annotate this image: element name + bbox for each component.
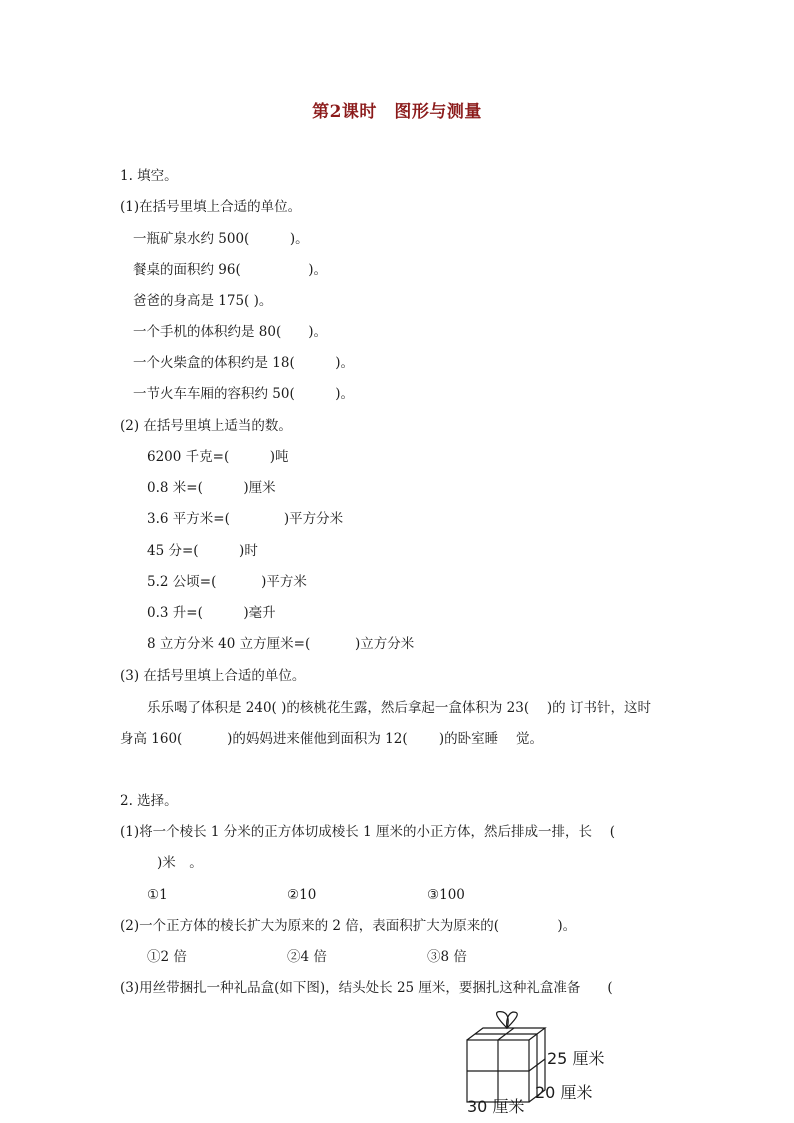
q1-part1-item: 一个火柴盒的体积约是 18( )。 (133, 355, 355, 371)
q1-part2-item: 0.8 米=( )厘米 (147, 480, 276, 496)
gift-box-figure (455, 1008, 625, 1120)
q2-part1-text: (1)将一个棱长 1 分米的正方体切成棱长 1 厘米的小正方体，然后排成一排，长 ( (120, 824, 616, 840)
q2-part1-option: ③100 (427, 887, 465, 903)
q2-part2-option: ③8 倍 (427, 949, 467, 965)
q2-part2-option: ①2 倍 (147, 949, 187, 965)
q1-part3-line: 乐乐喝了体积是 240( )的核桃花生露，然后拿起一盒体积为 23( )的 订书针，这时 (147, 700, 651, 716)
q2-part1-option: ①1 (147, 887, 168, 903)
q1-part2-item: 5.2 公顷=( )平方米 (147, 574, 307, 590)
q1-heading: 1. 填空。 (120, 168, 178, 184)
q1-part1-item: 一个手机的体积约是 80( )。 (133, 324, 328, 340)
q2-part2-option: ②4 倍 (287, 949, 327, 965)
q1-part2-item: 8 立方分米 40 立方厘米=( )立方分米 (147, 636, 415, 652)
width-label: 20 厘米 (535, 1083, 593, 1102)
q1-part1-prompt: (1)在括号里填上合适的单位。 (120, 199, 302, 215)
q2-part1-option: ②10 (287, 887, 317, 903)
q1-part1-item: 一节火车车厢的容积约 50( )。 (133, 386, 355, 402)
q2-part3-text: (3)用丝带捆扎一种礼品盒(如下图)，结头处长 25 厘米，要捆扎这种礼盒准备 ( (120, 980, 613, 996)
q1-part2-item: 3.6 平方米=( )平方分米 (147, 511, 344, 527)
q2-part2-text: (2)一个正方体的棱长扩大为原来的 2 倍，表面积扩大为原来的( )。 (120, 918, 577, 934)
q1-part3-prompt: (3) 在括号里填上合适的单位。 (120, 668, 306, 684)
q1-part3-line: 身高 160( )的妈妈进来催他到面积为 12( )的卧室睡 觉。 (120, 731, 543, 747)
height-label: 25 厘米 (547, 1049, 605, 1068)
q1-part2-item: 0.3 升=( )毫升 (147, 605, 276, 621)
q1-part2-item: 45 分=( )时 (147, 543, 258, 559)
q2-part1-text-cont: )米 。 (157, 855, 203, 871)
q1-part1-item: 餐桌的面积约 96( )。 (133, 262, 328, 278)
q1-part1-item: 爸爸的身高是 175( )。 (133, 293, 273, 309)
q2-heading: 2. 选择。 (120, 793, 178, 809)
q1-part1-item: 一瓶矿泉水约 500( )。 (133, 231, 309, 247)
q1-part2-item: 6200 千克=( )吨 (147, 449, 289, 465)
page-title: 第2课时 图形与测量 (312, 102, 482, 122)
length-label: 30 厘米 (467, 1097, 525, 1116)
q1-part2-prompt: (2) 在括号里填上适当的数。 (120, 418, 292, 434)
